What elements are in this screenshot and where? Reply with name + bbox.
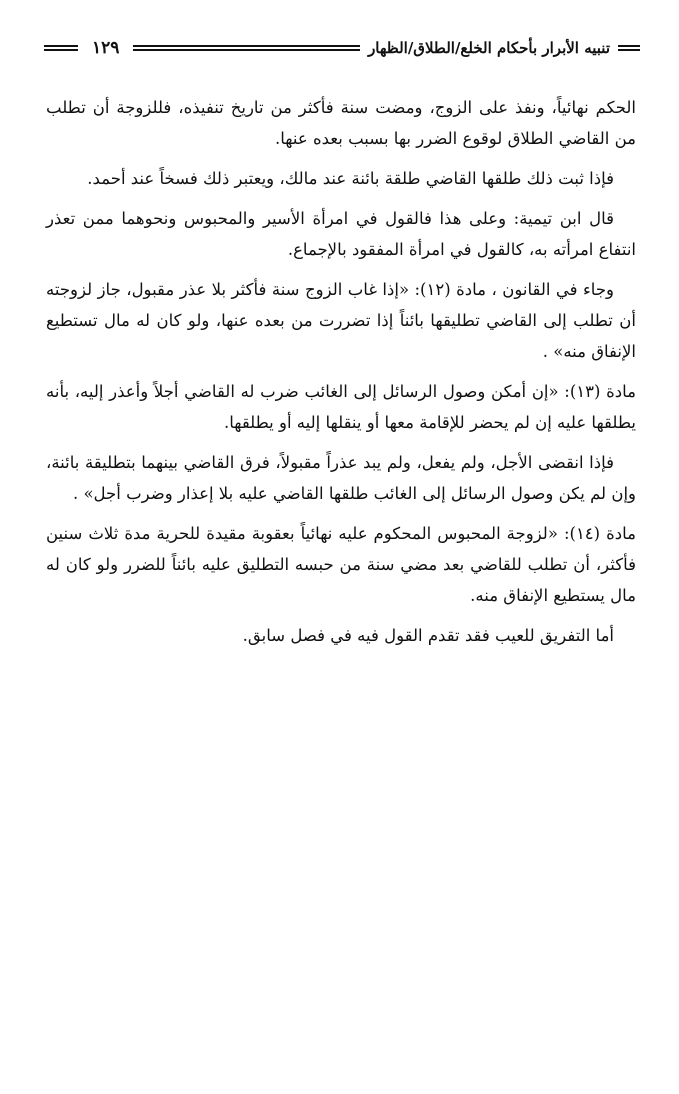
paragraph: قال ابن تيمية: وعلى هذا فالقول في امرأة الأسير والمحبوس ونحوهما ممن تعذر انتفاع امرأته به، كالقول في امرأة المفقود بالإجماع. xyxy=(46,209,636,259)
page-header xyxy=(44,36,640,60)
header-rule-middle xyxy=(133,45,360,51)
paragraph-continuation: الحكم نهائياً، ونفذ على الزوج، ومضت سنة فأكثر من تاريخ تنفيذه، فللزوجة أن تطلب من القاضي الطلاق لوقوع الضرر بها بسبب بعده عنها. xyxy=(46,98,636,148)
paragraph-article-14: مادة (١٤): «لزوجة المحبوس المحكوم عليه نهائياً بعقوبة مقيدة للحرية مدة ثلاث سنين فأكثر، أن تطلب للقاضي بعد مضي سنة من حبسه التطليق عليه بائناً للضرر ولو كان له مال يستطيع الإنفاق منه. xyxy=(46,524,636,605)
paragraph: فإذا انقضى الأجل، ولم يفعل، ولم يبد عذراً مقبولاً، فرق القاضي بينهما بتطليقة بائنة، وإن لم يكن وصول الرسائل إلى الغائب طلقها القاضي عليه بلا إعذار وضرب أجل» . xyxy=(46,453,636,503)
page-number: ١٢٩ xyxy=(92,38,120,58)
running-title: تنبيه الأبرار بأحكام الخلع/الطلاق/الظهار xyxy=(368,39,610,57)
paragraph: وجاء في القانون ، مادة (١٢): «إذا غاب الزوج سنة فأكثر بلا عذر مقبول، جاز لزوجته أن تطلب إلى القاضي تطليقها بائناً إذا تضررت من بعده عنها، ولو كان له مال تستطيع الإنفاق منه» . xyxy=(46,280,636,361)
header-rule-left xyxy=(44,45,78,51)
paragraph: أما التفريق للعيب فقد تقدم القول فيه في فصل سابق. xyxy=(242,626,614,645)
paragraph: فإذا ثبت ذلك طلقها القاضي طلقة بائنة عند مالك، ويعتبر ذلك فسخاً عند أحمد. xyxy=(87,169,614,188)
paragraph-article-13: مادة (١٣): «إن أمكن وصول الرسائل إلى الغائب ضرب له القاضي أجلاً وأعذر إليه، بأنه يطلقها عليه إن لم يحضر للإقامة معها أو ينقلها إليه أو يطلقها. xyxy=(46,382,636,432)
header-rule-right xyxy=(618,45,640,51)
page-body xyxy=(46,92,636,660)
